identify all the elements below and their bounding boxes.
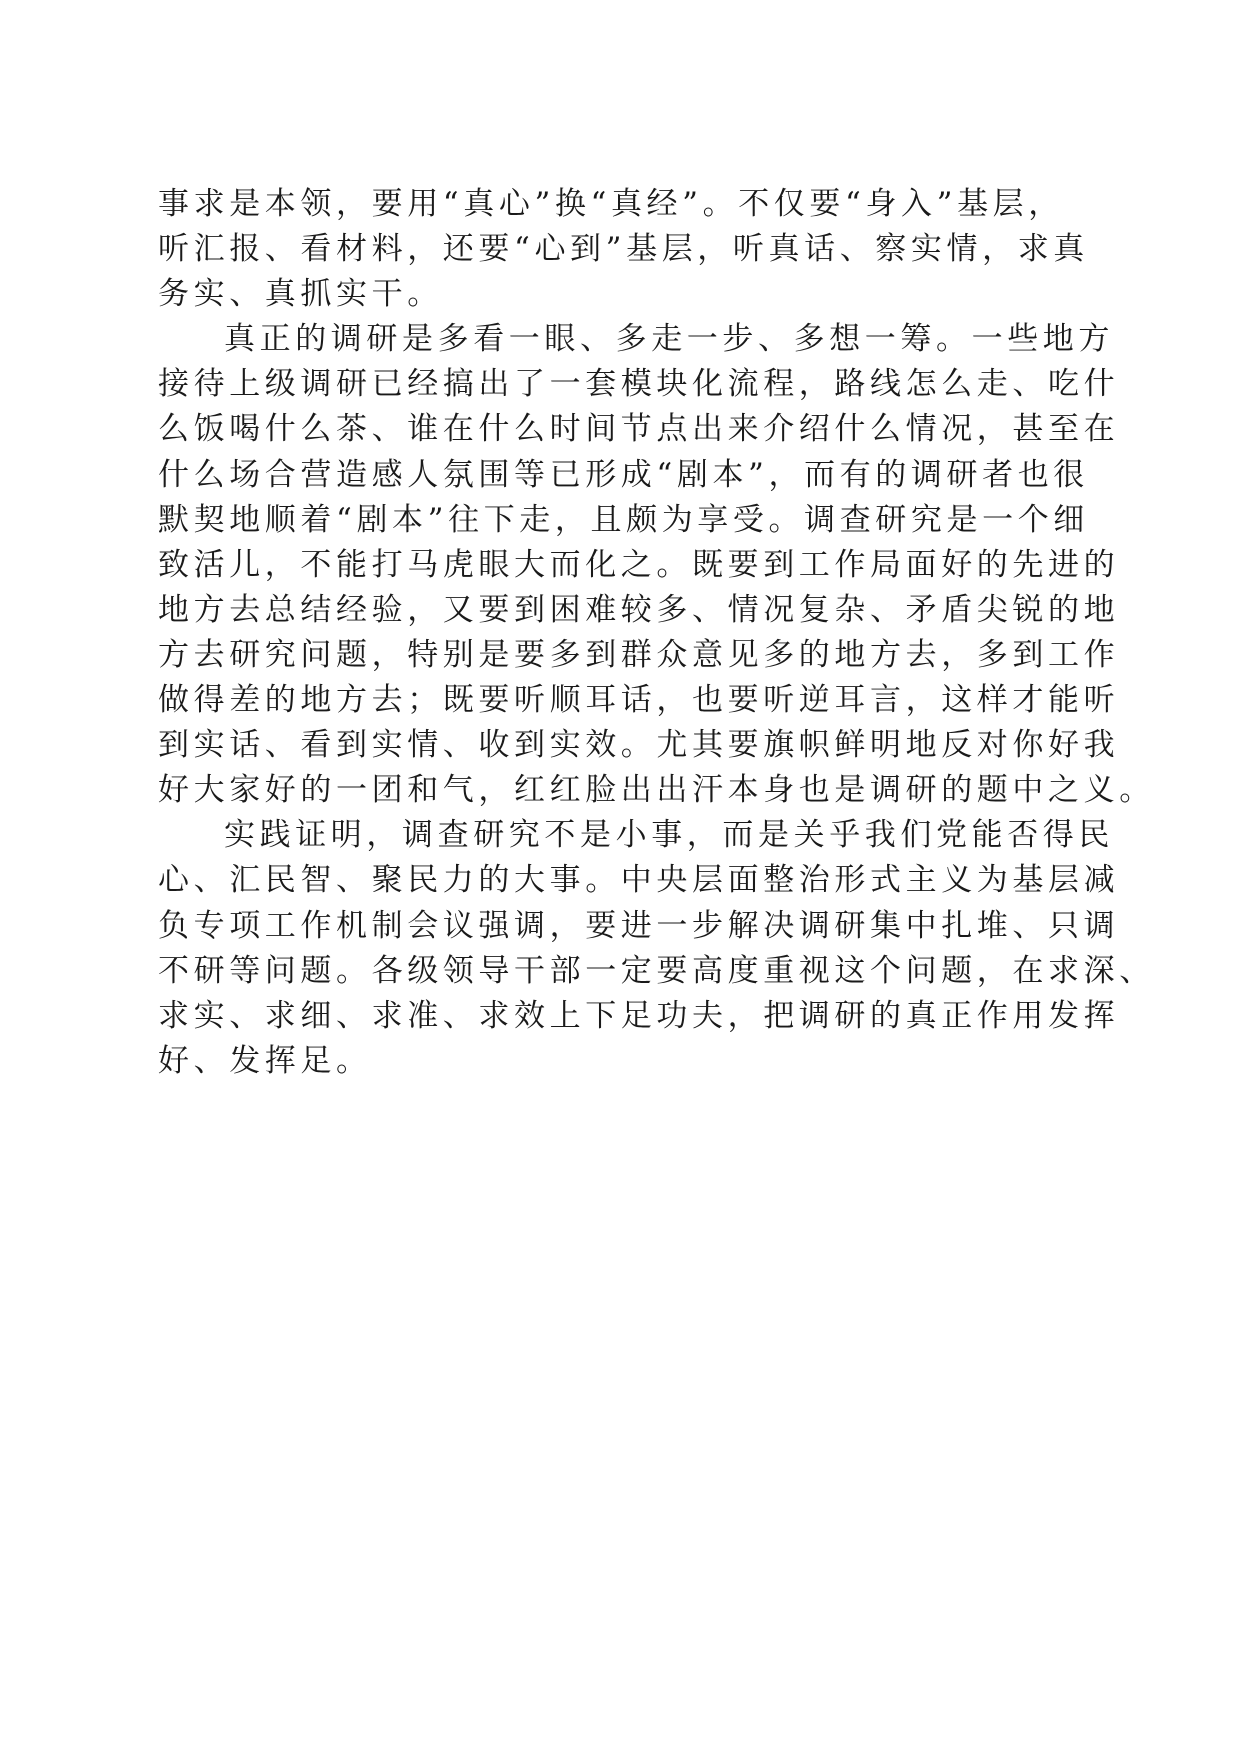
paragraph-line: 不研等问题。各级领导干部一定要高度重视这个问题，在求深、 <box>158 952 1155 989</box>
paragraph-line: 接待上级调研已经搞出了一套模块化流程，路线怎么走、吃什 <box>158 366 1120 403</box>
paragraph-3 <box>158 813 1155 1084</box>
paragraph-line: 到实话、看到实情、收到实效。尤其要旗帜鲜明地反对你好我 <box>158 727 1120 764</box>
paragraph-line: 么饭喝什么茶、谁在什么时间节点出来介绍什么情况，甚至在 <box>158 411 1120 448</box>
paragraph-line: 好大家好的一团和气，红红脸出出汗本身也是调研的题中之义。 <box>158 772 1155 809</box>
paragraph-line: 听汇报、看材料，还要“心到”基层，听真话、察实情，求真 <box>158 231 1089 268</box>
paragraph-line: 好、发挥足。 <box>158 1042 372 1079</box>
paragraph-line: 什么场合营造感人氛围等已形成“剧本”，而有的调研者也很 <box>158 456 1089 493</box>
paragraph-line: 致活儿，不能打马虎眼大而化之。既要到工作局面好的先进的 <box>158 546 1120 583</box>
paragraph-line: 求实、求细、求准、求效上下足功夫，把调研的真正作用发挥 <box>158 997 1120 1034</box>
paragraph-line: 心、汇民智、聚民力的大事。中央层面整治形式主义为基层减 <box>158 862 1120 899</box>
paragraph-line: 实践证明，调查研究不是小事，而是关乎我们党能否得民 <box>224 817 1114 854</box>
paragraph-line: 务实、真抓实干。 <box>158 276 443 313</box>
paragraph-1 <box>158 182 1098 317</box>
paragraph-line: 默契地顺着“剧本”往下走，且颇为享受。调查研究是一个细 <box>158 501 1089 538</box>
document-body <box>158 182 1155 1084</box>
paragraph-line: 真正的调研是多看一眼、多走一步、多想一筹。一些地方 <box>224 321 1114 358</box>
paragraph-line: 方去研究问题，特别是要多到群众意见多的地方去，多到工作 <box>158 636 1120 673</box>
paragraph-line: 做得差的地方去；既要听顺耳话，也要听逆耳言，这样才能听 <box>158 682 1120 719</box>
paragraph-line: 地方去总结经验，又要到困难较多、情况复杂、矛盾尖锐的地 <box>158 591 1120 628</box>
paragraph-2 <box>158 317 1155 813</box>
paragraph-line: 负专项工作机制会议强调，要进一步解决调研集中扎堆、只调 <box>158 907 1120 944</box>
paragraph-line: 事求是本领，要用“真心”换“真经”。不仅要“身入”基层， <box>158 186 1064 222</box>
